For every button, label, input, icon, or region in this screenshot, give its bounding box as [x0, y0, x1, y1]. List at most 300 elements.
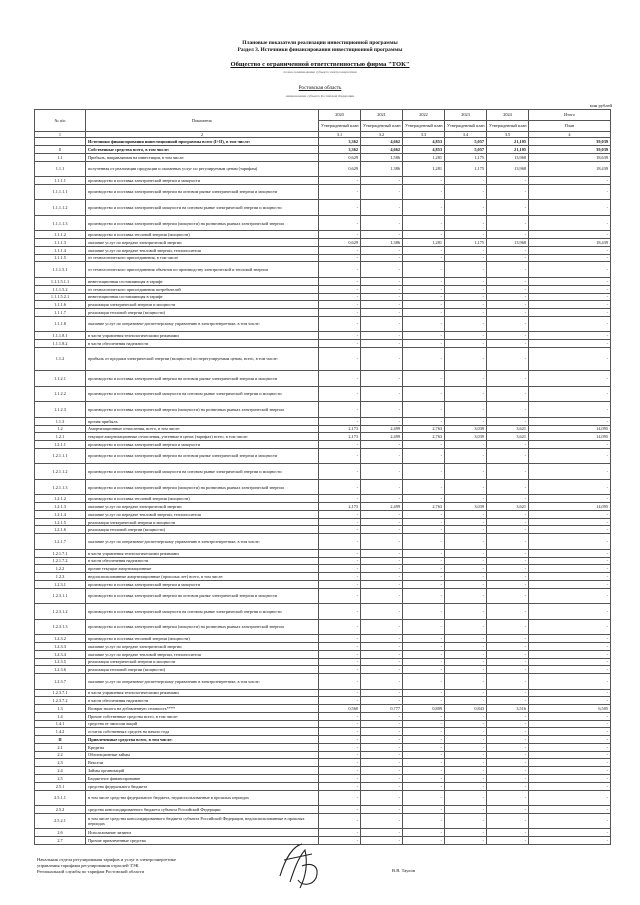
cell-value: - [361, 588, 403, 604]
cell-value: - [361, 510, 403, 518]
table-row [35, 425, 611, 433]
cell-value: - [487, 200, 529, 216]
cell-value: - [319, 743, 361, 751]
cell-value: - [487, 580, 529, 588]
row-indicator: производство и поставка электрической энергии (мощности) на розничных рынках электрической энергии [86, 402, 319, 418]
cell-value: - [361, 347, 403, 370]
cell-value: - [403, 340, 445, 348]
cell-total: - [529, 293, 611, 301]
cell-value: - [403, 441, 445, 449]
cell-value: - [319, 720, 361, 728]
cell-value: - [319, 340, 361, 348]
table-row [35, 650, 611, 658]
cell-value: 13,968 [487, 161, 529, 177]
cell-value: - [403, 635, 445, 643]
cell-value: - [319, 464, 361, 480]
table-row [35, 728, 611, 736]
cell-value: 13,968 [487, 153, 529, 161]
row-number: 1.2.3.7.1 [35, 689, 86, 697]
cell-value: 0,629 [319, 239, 361, 247]
row-indicator: прибыль от продажи электрической энергии (мощности) по нерегулируемым ценам, всего, в том числе: [86, 347, 319, 370]
row-number: 1.1.2.2 [35, 386, 86, 402]
cell-value: - [445, 340, 487, 348]
cell-value: - [487, 386, 529, 402]
col-header-indicator: Показатель [86, 110, 319, 132]
cell-value: - [361, 464, 403, 480]
cell-value: - [445, 774, 487, 782]
cell-value: - [487, 293, 529, 301]
cell-value: - [487, 371, 529, 387]
table-row [35, 293, 611, 301]
cell-value: 21,105 [487, 145, 529, 153]
cell-value: 0,809 [403, 705, 445, 713]
cell-value: - [487, 588, 529, 604]
cell-total: - [529, 200, 611, 216]
cell-value: - [319, 767, 361, 775]
cell-value: - [319, 565, 361, 573]
cell-value: - [487, 402, 529, 418]
cell-value: - [361, 689, 403, 697]
cell-value: - [403, 549, 445, 557]
cell-value: - [403, 402, 445, 418]
cell-value: - [487, 813, 529, 829]
region-caption: наименование субъекта Российской Федерации [285, 94, 355, 98]
cell-value: - [445, 658, 487, 666]
row-indicator: оказание услуг по передаче тепловой энергии, теплоносителя [86, 510, 319, 518]
cell-value: - [403, 332, 445, 340]
cell-value: - [319, 417, 361, 425]
cell-total: - [529, 674, 611, 690]
cell-value: - [403, 689, 445, 697]
cell-value: 1,386 [361, 161, 403, 177]
col-index: 1 [35, 132, 86, 138]
row-indicator: от технологического присоединения, в том числе [86, 254, 319, 262]
row-number: 1.2.1 [35, 433, 86, 441]
col-index: 4 [529, 132, 611, 138]
table-row [35, 448, 611, 464]
table-row [35, 782, 611, 790]
row-indicator: Амортизационные отчисления, всего, в том числе: [86, 425, 319, 433]
cell-value: - [403, 573, 445, 581]
cell-value: 5,057 [445, 145, 487, 153]
cell-value: - [445, 417, 487, 425]
cell-value: - [319, 184, 361, 200]
cell-value: - [487, 689, 529, 697]
cell-value: 2,499 [361, 433, 403, 441]
cell-value: 3,362 [319, 138, 361, 146]
cell-value: 1,281 [403, 161, 445, 177]
col-index: 3.5 [487, 132, 529, 138]
cell-value: - [319, 526, 361, 534]
table-row [35, 674, 611, 690]
cell-total: 14,095 [529, 503, 611, 511]
row-indicator: Вексели [86, 759, 319, 767]
cell-value: - [445, 309, 487, 317]
cell-value: - [445, 573, 487, 581]
cell-total: 14,095 [529, 425, 611, 433]
cell-value: 2,763 [403, 433, 445, 441]
cell-total: - [529, 309, 611, 317]
cell-value: - [445, 829, 487, 837]
cell-value: 0,629 [319, 153, 361, 161]
cell-value: - [319, 674, 361, 690]
cell-value: - [361, 774, 403, 782]
table-row [35, 510, 611, 518]
cell-total: - [529, 316, 611, 332]
cell-value: - [445, 441, 487, 449]
cell-value: - [445, 642, 487, 650]
cell-value: - [487, 231, 529, 239]
row-indicator: в части управления технологическими режимами [86, 332, 319, 340]
table-row [35, 580, 611, 588]
col-subheader: Утвержденный план [403, 121, 445, 132]
row-number: 1.2.1.7.1 [35, 549, 86, 557]
cell-value: - [487, 619, 529, 635]
cell-value: - [403, 588, 445, 604]
row-number: 1.2.1.3 [35, 503, 86, 511]
cell-value: - [403, 293, 445, 301]
financing-sources-table [34, 109, 611, 845]
cell-value: - [319, 301, 361, 309]
cell-value: - [487, 759, 529, 767]
row-number: 1.1.1.8.1 [35, 332, 86, 340]
cell-value: 1,386 [361, 239, 403, 247]
table-row [35, 503, 611, 511]
cell-total: - [529, 689, 611, 697]
cell-value: - [361, 565, 403, 573]
cell-value: - [361, 402, 403, 418]
cell-total: - [529, 619, 611, 635]
cell-value: - [361, 177, 403, 185]
cell-value: - [487, 736, 529, 744]
row-indicator: реализация тепловой энергии (мощности) [86, 526, 319, 534]
row-indicator: Кредиты [86, 743, 319, 751]
cell-value: - [403, 774, 445, 782]
cell-total: - [529, 510, 611, 518]
row-number: 1.1.1.5.1.1 [35, 277, 86, 285]
cell-value: - [361, 309, 403, 317]
cell-value: - [319, 573, 361, 581]
row-indicator: производство и поставка электрической энергии на оптовом рынке электрической энергии и мощности [86, 588, 319, 604]
cell-value: - [403, 565, 445, 573]
row-indicator: в том числе средства федерального бюджета, недоиспользованные в прошлых периодах [86, 790, 319, 806]
cell-value: - [319, 285, 361, 293]
table-row [35, 573, 611, 581]
cell-value: - [403, 246, 445, 254]
table-row [35, 565, 611, 573]
row-indicator: реализация тепловой энергии (мощности) [86, 309, 319, 317]
cell-value: - [319, 277, 361, 285]
row-number: 2.5.1.1 [35, 790, 86, 806]
table-row [35, 743, 611, 751]
cell-total: - [529, 347, 611, 370]
cell-value: - [361, 674, 403, 690]
row-indicator: производство и поставка электрической мощности на оптовом рынке электрической энергии и мощности [86, 604, 319, 620]
cell-value: - [361, 254, 403, 262]
cell-value: - [361, 580, 403, 588]
table-row [35, 479, 611, 495]
col-header-year: 2024 [487, 110, 529, 121]
cell-value: 1,175 [445, 161, 487, 177]
cell-value: - [445, 246, 487, 254]
cell-value: - [445, 371, 487, 387]
cell-value: - [361, 619, 403, 635]
signatory-name: В.В. Таулов [392, 868, 415, 873]
row-number: 1.2.1.1 [35, 441, 86, 449]
row-indicator: Источники финансирования инвестиционной программы всего (I+II), в том числе: [86, 138, 319, 146]
cell-total: - [529, 635, 611, 643]
cell-value: - [319, 806, 361, 814]
cell-total: - [529, 526, 611, 534]
row-indicator: полученная от реализации продукции и оказанных услуг по регулируемым ценам (тарифам) [86, 161, 319, 177]
cell-value: - [319, 635, 361, 643]
cell-value: - [361, 518, 403, 526]
cell-value: - [487, 177, 529, 185]
cell-value: - [445, 316, 487, 332]
cell-value: - [487, 604, 529, 620]
cell-value: - [445, 262, 487, 278]
cell-value: - [319, 215, 361, 231]
cell-value: - [319, 332, 361, 340]
row-indicator: средства федерального бюджета [86, 782, 319, 790]
row-indicator: в части управления технологическими режимами [86, 549, 319, 557]
row-number: 1.2.3.7.2 [35, 697, 86, 705]
cell-total: - [529, 262, 611, 278]
cell-value: - [319, 650, 361, 658]
cell-value: - [403, 658, 445, 666]
table-row [35, 495, 611, 503]
cell-value: - [361, 526, 403, 534]
cell-value: - [319, 177, 361, 185]
col-subheader: Утвержденный план [361, 121, 403, 132]
table-row [35, 340, 611, 348]
cell-value: 3,621 [487, 503, 529, 511]
cell-value: - [487, 448, 529, 464]
row-number: 1.1.1.8 [35, 316, 86, 332]
table-row [35, 153, 611, 161]
table-row [35, 767, 611, 775]
cell-value: - [319, 829, 361, 837]
cell-value: - [403, 619, 445, 635]
row-number: 2.5.1 [35, 782, 86, 790]
cell-value: 2,173 [319, 503, 361, 511]
cell-value: - [487, 510, 529, 518]
cell-value: 0,629 [319, 161, 361, 177]
row-number: 1.2.1.7 [35, 534, 86, 550]
row-number: 1.2.1.5 [35, 518, 86, 526]
cell-value: - [445, 177, 487, 185]
cell-value: 3,621 [487, 433, 529, 441]
row-number: 1.1.3 [35, 417, 86, 425]
cell-value: - [445, 386, 487, 402]
row-number: 1.1.1.1.3 [35, 215, 86, 231]
cell-total: - [529, 580, 611, 588]
cell-value: - [403, 464, 445, 480]
cell-value: - [361, 549, 403, 557]
cell-value: - [403, 301, 445, 309]
row-number: 1.1.1.1.2 [35, 200, 86, 216]
row-indicator: прочие текущие амортизационные [86, 565, 319, 573]
table-row [35, 262, 611, 278]
row-number: 2.5.2 [35, 806, 86, 814]
row-indicator: реализация тепловой энергии (мощности) [86, 666, 319, 674]
row-indicator: производство и поставка электрической энергии на оптовом рынке электрической энергии и мощности [86, 371, 319, 387]
row-number: 1.1.1.5.2.1 [35, 293, 86, 301]
cell-value: - [403, 231, 445, 239]
cell-value: - [319, 549, 361, 557]
cell-value: - [445, 479, 487, 495]
cell-value: - [403, 316, 445, 332]
cell-total: - [529, 751, 611, 759]
cell-total: - [529, 549, 611, 557]
cell-value: 4,853 [403, 138, 445, 146]
col-header-num: № п/п [35, 110, 86, 132]
table-row [35, 254, 611, 262]
cell-value: - [487, 495, 529, 503]
cell-value: - [487, 565, 529, 573]
row-number: 1.3 [35, 705, 86, 713]
cell-value: - [319, 666, 361, 674]
company-caption: полное наименование субъекта электроэнергетики [283, 70, 357, 74]
cell-value: - [487, 712, 529, 720]
row-number: 2.3 [35, 759, 86, 767]
cell-value: - [361, 441, 403, 449]
cell-value: - [445, 464, 487, 480]
row-indicator: производство и поставка электрической мощности на оптовом рынке электрической энергии и мощности [86, 464, 319, 480]
cell-value: - [361, 790, 403, 806]
row-number: 1.2.3 [35, 573, 86, 581]
cell-value: - [403, 674, 445, 690]
table-row [35, 301, 611, 309]
row-indicator: в части управления технологическими режимами [86, 689, 319, 697]
table-row [35, 518, 611, 526]
cell-value: - [361, 573, 403, 581]
table-row [35, 689, 611, 697]
signatory-line: Региональной службы по тарифам Ростовской области [37, 869, 145, 874]
cell-value: - [319, 712, 361, 720]
cell-value: - [319, 837, 361, 845]
cell-value: - [445, 767, 487, 775]
table-row [35, 806, 611, 814]
row-number: 2.5.2.1 [35, 813, 86, 829]
row-indicator: средства консолидированного бюджета субъекта Российской Федерации [86, 806, 319, 814]
cell-value: - [445, 448, 487, 464]
col-index: 3.4 [445, 132, 487, 138]
cell-value: - [319, 347, 361, 370]
cell-value: - [445, 549, 487, 557]
table-row [35, 347, 611, 370]
cell-value: 3,516 [487, 705, 529, 713]
cell-total: - [529, 697, 611, 705]
cell-value: - [403, 767, 445, 775]
cell-value: - [487, 526, 529, 534]
cell-total: - [529, 666, 611, 674]
cell-value: - [319, 510, 361, 518]
cell-total: - [529, 277, 611, 285]
cell-value: - [445, 557, 487, 565]
cell-value: - [361, 837, 403, 845]
cell-value: - [445, 806, 487, 814]
cell-value: - [403, 720, 445, 728]
row-number: 1.2.3.4 [35, 650, 86, 658]
cell-value: - [361, 448, 403, 464]
row-indicator: оказание услуг по оперативно-диспетчерскому управлению в электроэнергетике, в том числе: [86, 674, 319, 690]
cell-value: - [361, 215, 403, 231]
table-row [35, 705, 611, 713]
cell-value: - [319, 262, 361, 278]
cell-total: - [529, 782, 611, 790]
table-row [35, 215, 611, 231]
row-number: 1.2.1.1.3 [35, 479, 86, 495]
cell-value: - [403, 580, 445, 588]
units-label: млн рублей [589, 103, 612, 108]
col-index: 3.3 [403, 132, 445, 138]
region-name: Ростовская область [298, 85, 342, 91]
row-indicator: Прочие привлеченные средства [86, 837, 319, 845]
cell-value: 13,968 [487, 239, 529, 247]
cell-value: - [361, 231, 403, 239]
cell-value: - [361, 759, 403, 767]
cell-value: - [445, 619, 487, 635]
signatory-line: управления тарифами регулирования отраслей ТЭК [37, 863, 139, 868]
cell-value: - [403, 285, 445, 293]
row-indicator: производство и поставка электрической энергии (мощности) на розничных рынках электрической энергии [86, 479, 319, 495]
cell-total: - [529, 495, 611, 503]
cell-total: - [529, 712, 611, 720]
cell-value: 0,777 [361, 705, 403, 713]
cell-value: 3,621 [487, 425, 529, 433]
cell-value: 4,662 [361, 138, 403, 146]
cell-total: 39,039 [529, 145, 611, 153]
cell-value: - [487, 301, 529, 309]
row-indicator: в части обеспечения надежности [86, 697, 319, 705]
cell-value: - [445, 285, 487, 293]
cell-value: - [319, 759, 361, 767]
table-row [35, 526, 611, 534]
row-number: 1.2.1.1.2 [35, 464, 86, 480]
cell-value: - [403, 347, 445, 370]
cell-value: 3,039 [445, 425, 487, 433]
cell-total: - [529, 448, 611, 464]
row-number: 1.1.2.3 [35, 402, 86, 418]
cell-total: - [529, 829, 611, 837]
row-number: 2.7 [35, 837, 86, 845]
cell-value: - [487, 316, 529, 332]
row-indicator: Облигационные займы [86, 751, 319, 759]
table-row [35, 666, 611, 674]
col-subheader: Утвержденный план [445, 121, 487, 132]
cell-value: - [319, 736, 361, 744]
row-indicator: производство и поставка тепловой энергии (мощности) [86, 231, 319, 239]
cell-value: - [361, 658, 403, 666]
row-number: 1.1.1.1.1 [35, 184, 86, 200]
cell-value: - [361, 301, 403, 309]
cell-value: - [403, 759, 445, 767]
cell-value: - [361, 829, 403, 837]
cell-value: - [487, 340, 529, 348]
cell-value: - [361, 417, 403, 425]
cell-value: - [319, 697, 361, 705]
cell-value: - [445, 813, 487, 829]
row-number: 2.1 [35, 743, 86, 751]
row-number: 1.4.2 [35, 728, 86, 736]
cell-value: - [361, 262, 403, 278]
row-indicator: оказание услуг по оперативно-диспетчерскому управлению в электроэнергетике, в том числе: [86, 534, 319, 550]
cell-value: - [403, 309, 445, 317]
cell-value: - [445, 301, 487, 309]
row-number: 1.1.1.5.1 [35, 262, 86, 278]
cell-value: - [361, 316, 403, 332]
